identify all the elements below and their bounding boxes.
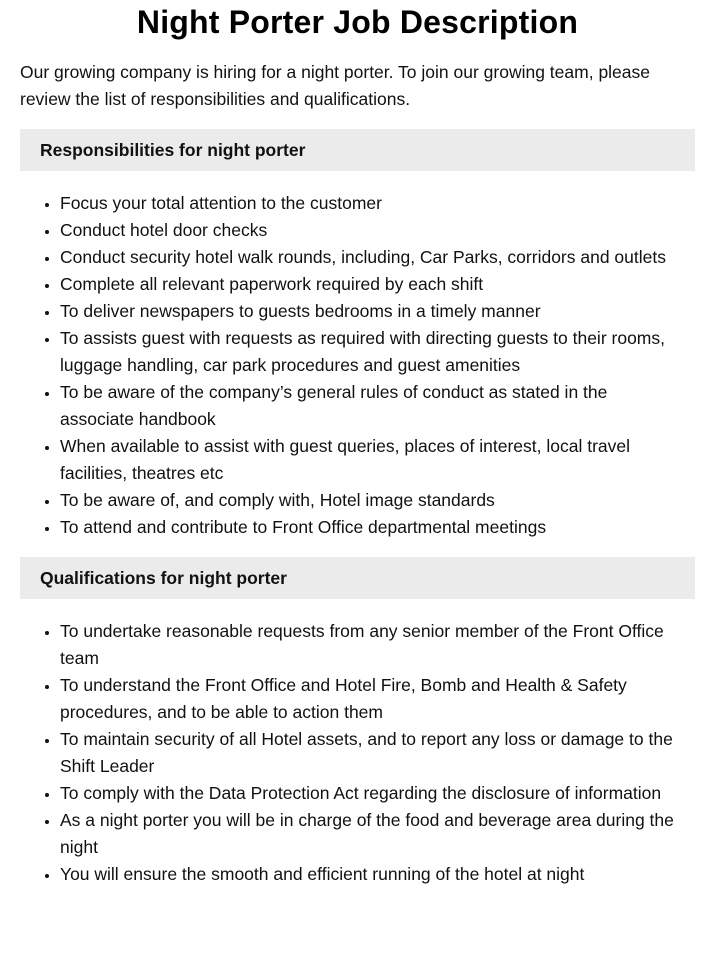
list-item: • To be aware of the company’s general rules of conduct as stated in the associate handbook [60,379,695,433]
list-item: • As a night porter you will be in charge of the food and beverage area during the night [60,807,695,861]
list-item: • To deliver newspapers to guests bedrooms in a timely manner [60,298,695,325]
list-item: • Conduct security hotel walk rounds, including, Car Parks, corridors and outlets [60,244,695,271]
list-item: • To attend and contribute to Front Office departmental meetings [60,514,695,541]
list-item: • Focus your total attention to the customer [60,190,695,217]
list-item: • To comply with the Data Protection Act regarding the disclosure of information [60,780,695,807]
responsibilities-list [20,190,695,541]
list-item: • To undertake reasonable requests from any senior member of the Front Office team [60,618,695,672]
list-item: • Conduct hotel door checks [60,217,695,244]
list-item: • Complete all relevant paperwork required by each shift [60,271,695,298]
list-item: • When available to assist with guest queries, places of interest, local travel facilities, theatres etc [60,433,695,487]
qualifications-list [20,618,695,888]
page-title: Night Porter Job Description [136,4,579,40]
list-item: • To understand the Front Office and Hotel Fire, Bomb and Health & Safety procedures, and to be able to action them [60,672,695,726]
qualifications-heading: Qualifications for night porter [20,557,695,599]
list-item: • To maintain security of all Hotel assets, and to report any loss or damage to the Shift Leader [60,726,695,780]
list-item: • To be aware of, and comply with, Hotel image standards [60,487,695,514]
list-item: • To assists guest with requests as required with directing guests to their rooms, luggage handling, car park procedures and guest amenities [60,325,695,379]
list-item: • You will ensure the smooth and efficient running of the hotel at night [60,861,695,888]
intro-paragraph: Our growing company is hiring for a night porter. To join our growing team, please review the list of responsibilities and qualifications. [20,62,651,109]
responsibilities-heading: Responsibilities for night porter [20,129,695,171]
